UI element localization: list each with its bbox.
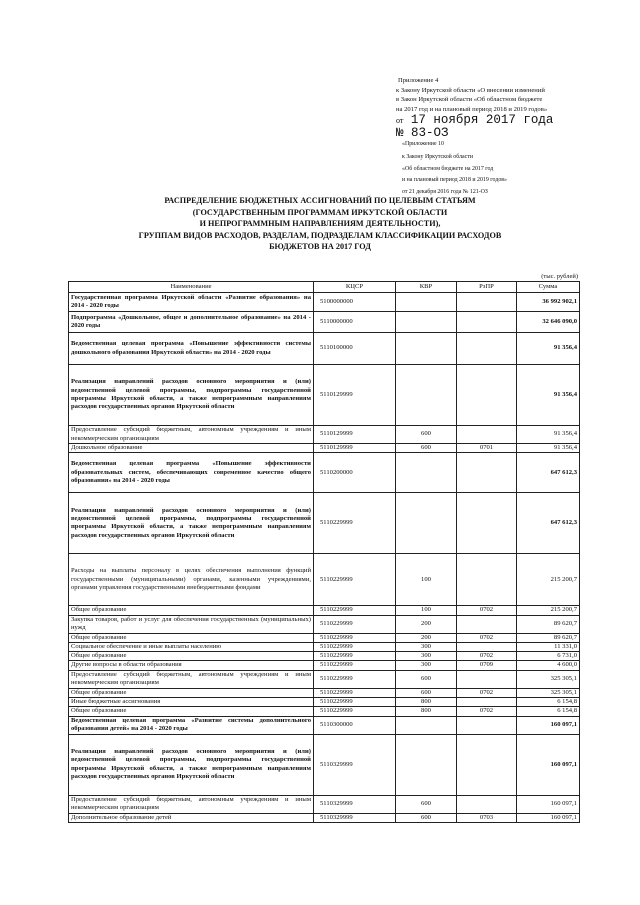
- table-row: [69, 688, 580, 697]
- row-name: Общее образование: [69, 633, 314, 642]
- table-row: [69, 365, 580, 426]
- row-kcsr: 5110129999: [314, 426, 396, 444]
- row-kcsr: 5110129999: [314, 444, 396, 453]
- row-name: Общее образование: [69, 707, 314, 716]
- header-line: Приложение 4: [398, 77, 439, 84]
- row-rzpr: [457, 615, 517, 633]
- header-line: к Закону Иркутской области «О внесении изменений: [396, 86, 545, 94]
- row-kvr: 300: [396, 642, 457, 651]
- table-row: [69, 312, 580, 333]
- row-name: Закупка товаров, работ и услуг для обеспечения государственных (муниципальных) нужд: [69, 615, 314, 633]
- row-rzpr: [457, 333, 517, 365]
- table-row: [69, 652, 580, 661]
- row-kcsr: 5110100000: [314, 333, 396, 365]
- row-kcsr: 5110229999: [314, 698, 396, 707]
- header-line: «Об областном бюджете на 2017 год: [402, 165, 494, 172]
- col-header-name: Наименование: [69, 282, 314, 293]
- row-sum: 6 731,0: [517, 652, 580, 661]
- row-name: Ведомственная целевая программа «Повышение эффективности образовательных систем, обеспечивающих современное качество общего образования» на 2014 - 2020 годы: [69, 453, 314, 493]
- law-number: [396, 127, 632, 140]
- row-rzpr: [457, 670, 517, 688]
- header-line: «Приложение 10: [402, 141, 444, 148]
- row-kcsr: 5100000000: [314, 293, 396, 312]
- row-kvr: [396, 333, 457, 365]
- row-sum: 647 612,3: [517, 453, 580, 493]
- row-kcsr: 5110229999: [314, 670, 396, 688]
- row-name: Расходы на выплаты персоналу в целях обеспечения выполнения функций государственными (муниципальными) органами, казенными учреждениями, органами управления государственными внебюджетными фондами: [69, 554, 314, 606]
- row-rzpr: [457, 426, 517, 444]
- table-row: [69, 453, 580, 493]
- row-kcsr: 5110229999: [314, 642, 396, 651]
- row-sum: 32 646 090,0: [517, 312, 580, 333]
- row-kcsr: 5110129999: [314, 365, 396, 426]
- title-line: ГРУППАМ ВИДОВ РАСХОДОВ, РАЗДЕЛАМ, ПОДРАЗДЕЛАМ КЛАССИФИКАЦИИ РАСХОДОВ: [138, 230, 502, 240]
- row-kvr: 600: [396, 795, 457, 813]
- title-line: И НЕПРОГРАММНЫМ НАПРАВЛЕНИЯМ ДЕЯТЕЛЬНОСТИ),: [199, 219, 441, 228]
- row-sum: 89 620,7: [517, 633, 580, 642]
- row-name: Предоставление субсидий бюджетным, автономным учреждениям и иным некоммерческим организациям: [69, 795, 314, 813]
- table-row: [69, 707, 580, 716]
- row-rzpr: [457, 365, 517, 426]
- budget-table: [68, 281, 580, 823]
- row-sum: 36 992 902,1: [517, 293, 580, 312]
- row-sum: 91 356,4: [517, 365, 580, 426]
- row-sum: 89 620,7: [517, 615, 580, 633]
- col-header-rzpr: РзПР: [457, 282, 517, 293]
- number-prefix: №: [396, 126, 404, 141]
- row-sum: 160 097,1: [517, 734, 580, 795]
- row-rzpr: 0702: [457, 688, 517, 697]
- row-kvr: 600: [396, 813, 457, 822]
- row-rzpr: [457, 642, 517, 651]
- row-kcsr: 5110229999: [314, 554, 396, 606]
- title-line: БЮДЖЕТОВ НА 2017 ГОД: [269, 242, 371, 251]
- row-kcsr: 5110229999: [314, 633, 396, 642]
- row-kcsr: 5110229999: [314, 493, 396, 554]
- row-sum: 215 200,7: [517, 606, 580, 615]
- row-kvr: 200: [396, 615, 457, 633]
- row-kcsr: 5110229999: [314, 615, 396, 633]
- row-name: Подпрограмма «Дошкольное, общее и дополнительное образование» на 2014 - 2020 годы: [69, 312, 314, 333]
- table-row: [69, 813, 580, 822]
- row-sum: 325 305,1: [517, 688, 580, 697]
- row-rzpr: 0702: [457, 606, 517, 615]
- units-label: (тыс. рублей): [541, 273, 578, 280]
- row-sum: 647 612,3: [517, 493, 580, 554]
- table-row: [69, 426, 580, 444]
- row-kvr: [396, 293, 457, 312]
- row-kvr: [396, 716, 457, 734]
- row-kvr: 300: [396, 652, 457, 661]
- row-sum: 11 331,0: [517, 642, 580, 651]
- row-kvr: 200: [396, 633, 457, 642]
- row-rzpr: [457, 734, 517, 795]
- table-row: [69, 333, 580, 365]
- row-sum: 160 097,1: [517, 813, 580, 822]
- row-rzpr: 0702: [457, 633, 517, 642]
- row-name: Социальное обеспечение и иные выплаты населению: [69, 642, 314, 651]
- row-sum: 91 356,4: [517, 333, 580, 365]
- row-kcsr: 5110329999: [314, 813, 396, 822]
- title-line: (ГОСУДАРСТВЕННЫМ ПРОГРАММАМ ИРКУТСКОЙ ОБЛАСТИ: [192, 207, 448, 217]
- table-row: [69, 633, 580, 642]
- appendix-header: [396, 76, 632, 197]
- row-kvr: [396, 365, 457, 426]
- row-kvr: 600: [396, 426, 457, 444]
- table-row: [69, 670, 580, 688]
- row-sum: 160 097,1: [517, 795, 580, 813]
- table-row: [69, 615, 580, 633]
- header-line: к Закону Иркутской области: [402, 153, 473, 160]
- row-kcsr: 5110229999: [314, 606, 396, 615]
- row-sum: 6 154,8: [517, 698, 580, 707]
- row-rzpr: 0703: [457, 813, 517, 822]
- row-name: Реализация направлений расходов основного мероприятия и (или) ведомственной целевой программы, подпрограммы государственной программы Иркутской области, а также непрограммным направлениям расходов государственных органов Иркутской области: [69, 734, 314, 795]
- row-name: Предоставление субсидий бюджетным, автономным учреждениям и иным некоммерческим организациям: [69, 670, 314, 688]
- table-row: [69, 716, 580, 734]
- row-kcsr: 5110300000: [314, 716, 396, 734]
- row-kvr: 800: [396, 707, 457, 716]
- row-name: Общее образование: [69, 652, 314, 661]
- table-row: [69, 734, 580, 795]
- col-header-sum: Сумма: [517, 282, 580, 293]
- row-rzpr: [457, 698, 517, 707]
- row-kvr: [396, 734, 457, 795]
- row-name: Ведомственная целевая программа «Развитие системы дополнительного образования детей» на 2014 - 2020 годы: [69, 716, 314, 734]
- row-kvr: 100: [396, 554, 457, 606]
- col-header-kvr: КВР: [396, 282, 457, 293]
- row-name: Государственная программа Иркутской области «Развитие образования» на 2014 - 2020 годы: [69, 293, 314, 312]
- date-prefix: от: [396, 116, 404, 126]
- row-kvr: [396, 493, 457, 554]
- number-value: 83-ОЗ: [411, 126, 449, 141]
- row-name: Общее образование: [69, 688, 314, 697]
- row-kcsr: 5110329999: [314, 734, 396, 795]
- row-name: Ведомственная целевая программа «Повышение эффективности системы дошкольного образования Иркутской области» на 2014 - 2020 годы: [69, 333, 314, 365]
- row-rzpr: 0702: [457, 707, 517, 716]
- row-rzpr: [457, 493, 517, 554]
- header-line: и на плановый период 2018 и 2019 годов»: [402, 177, 507, 184]
- row-name: Реализация направлений расходов основного мероприятия и (или) ведомственной целевой программы, подпрограммы государственной программы Иркутской области, а также непрограммным направлениям расходов государственных органов Иркутской области: [69, 365, 314, 426]
- header-line: от 21 декабря 2016 года № 121-ОЗ: [402, 188, 488, 195]
- row-name: Иные бюджетные ассигнования: [69, 698, 314, 707]
- row-sum: 6 154,8: [517, 707, 580, 716]
- row-name: Реализация направлений расходов основного мероприятия и (или) ведомственной целевой программы, подпрограммы государственной программы Иркутской области, а также непрограммным направлениям расходов государственных органов Иркутской области: [69, 493, 314, 554]
- row-rzpr: [457, 293, 517, 312]
- header-line: на 2017 год и на плановый период 2018 и 2019 годов»: [396, 105, 548, 113]
- row-kvr: 100: [396, 606, 457, 615]
- row-rzpr: [457, 795, 517, 813]
- row-rzpr: 0702: [457, 652, 517, 661]
- row-sum: 160 097,1: [517, 716, 580, 734]
- row-kcsr: 5110229999: [314, 661, 396, 670]
- table-row: [69, 795, 580, 813]
- row-kcsr: 5110229999: [314, 652, 396, 661]
- row-sum: 215 200,7: [517, 554, 580, 606]
- table-row: [69, 493, 580, 554]
- row-kvr: [396, 453, 457, 493]
- row-name: Предоставление субсидий бюджетным, автономным учреждениям и иным некоммерческим организациям: [69, 426, 314, 444]
- table-row: [69, 661, 580, 670]
- row-rzpr: [457, 312, 517, 333]
- page-title: [70, 195, 570, 253]
- row-kcsr: 5110229999: [314, 707, 396, 716]
- title-line: РАСПРЕДЕЛЕНИЕ БЮДЖЕТНЫХ АССИГНОВАНИЙ ПО ЦЕЛЕВЫМ СТАТЬЯМ: [164, 196, 476, 205]
- row-kcsr: 5110000000: [314, 312, 396, 333]
- row-sum: 325 305,1: [517, 670, 580, 688]
- row-name: Другие вопросы в области образования: [69, 661, 314, 670]
- row-kcsr: 5110200000: [314, 453, 396, 493]
- row-rzpr: [457, 554, 517, 606]
- row-kvr: 600: [396, 688, 457, 697]
- row-rzpr: 0701: [457, 444, 517, 453]
- row-sum: 91 356,4: [517, 444, 580, 453]
- row-sum: 4 600,0: [517, 661, 580, 670]
- col-header-kcsr: КЦСР: [314, 282, 396, 293]
- table-row: [69, 698, 580, 707]
- row-name: Дополнительное образование детей: [69, 813, 314, 822]
- row-rzpr: [457, 453, 517, 493]
- row-kvr: 800: [396, 698, 457, 707]
- row-name: Общее образование: [69, 606, 314, 615]
- row-kcsr: 5110329999: [314, 795, 396, 813]
- row-sum: 91 356,4: [517, 426, 580, 444]
- row-name: Дошкольное образование: [69, 444, 314, 453]
- date-value: 17 ноября 2017 года: [410, 113, 554, 128]
- row-kvr: 300: [396, 661, 457, 670]
- row-kcsr: 5110229999: [314, 688, 396, 697]
- table-row: [69, 606, 580, 615]
- table-row: [69, 293, 580, 312]
- row-rzpr: [457, 716, 517, 734]
- row-kvr: 600: [396, 670, 457, 688]
- table-row: [69, 444, 580, 453]
- table-header-row: [69, 282, 580, 293]
- row-kvr: 600: [396, 444, 457, 453]
- row-rzpr: 0709: [457, 661, 517, 670]
- table-row: [69, 642, 580, 651]
- row-kvr: [396, 312, 457, 333]
- header-line: в Закон Иркутской области «Об областном бюджете: [396, 96, 543, 104]
- table-row: [69, 554, 580, 606]
